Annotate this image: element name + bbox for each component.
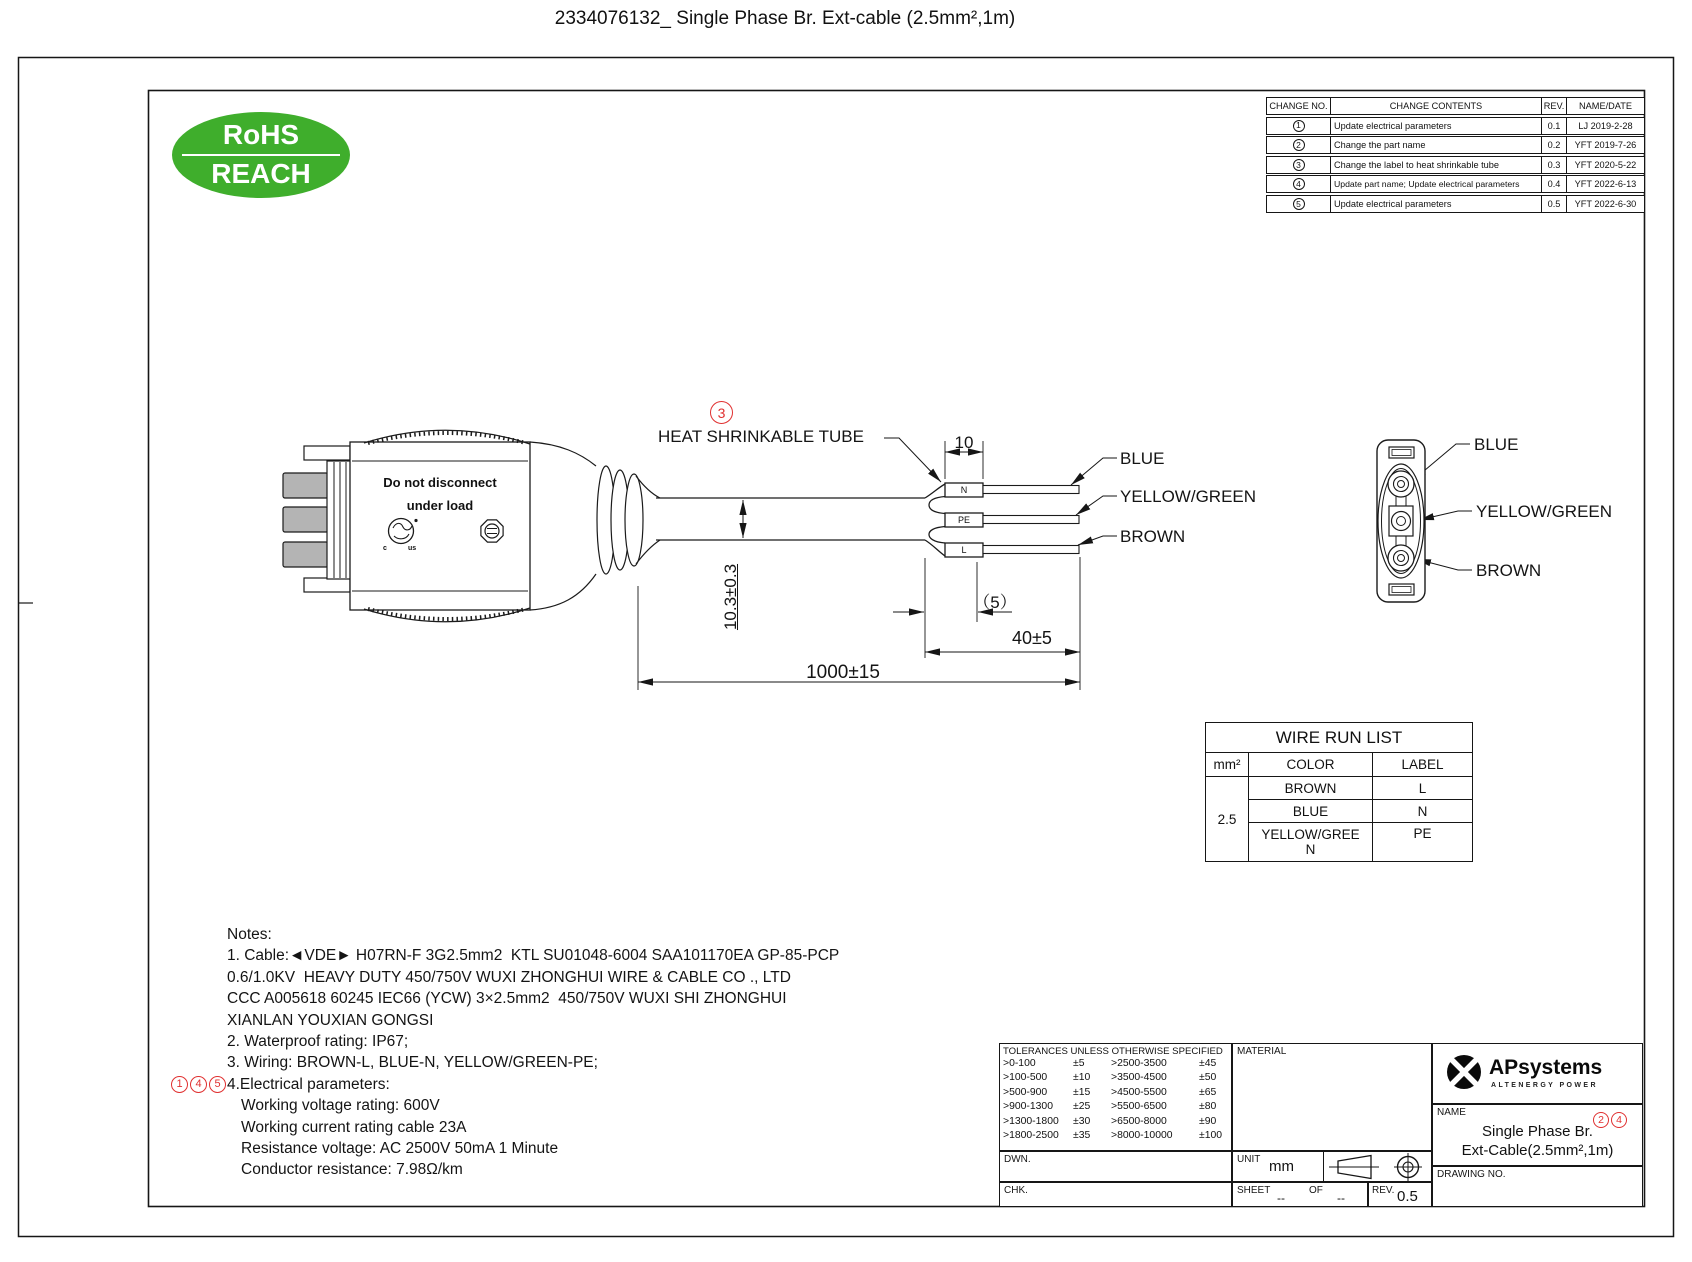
reach-label: REACH <box>211 158 311 189</box>
dim-total-length: 1000±15 <box>806 662 880 683</box>
page-title: 2334076132_ Single Phase Br. Ext-cable (2.5mm²,1m) <box>554 8 1016 29</box>
rohs-reach-badge <box>172 112 350 198</box>
unit-divider <box>1323 1152 1324 1181</box>
change-row: 1 Update electrical parameters 0.1 LJ 2019-2-28 <box>1266 117 1645 135</box>
wrl-label-2: PE <box>1413 826 1432 841</box>
wire-label-blue: BLUE <box>1120 449 1165 468</box>
change-table-header <box>1266 97 1645 115</box>
sheet-value: -- <box>1277 1191 1285 1205</box>
wire-label-yellow-green: YELLOW/GREEN <box>1120 487 1257 506</box>
drawing-no-box <box>1432 1166 1643 1207</box>
wrl-color-1: BLUE <box>1249 800 1373 823</box>
col-change-no: CHANGE NO. <box>1267 98 1331 114</box>
rev-box <box>1368 1182 1432 1207</box>
wrl-color-0: BROWN <box>1249 777 1373 800</box>
name-ref-circles: 2 4 <box>1593 1112 1627 1128</box>
wire-run-list-table <box>1205 722 1473 862</box>
plug-face-view <box>1377 440 1425 602</box>
chk-box <box>999 1182 1232 1207</box>
ref-circle-1: 1 <box>171 1076 188 1093</box>
notes-ref-circles <box>171 1076 226 1093</box>
change-row: 3 Change the label to heat shrinkable tube 0.3 YFT 2020-5-22 <box>1266 156 1645 174</box>
change-no-circle: 3 <box>1293 159 1305 171</box>
part-name-line1: Single Phase Br. <box>1482 1123 1593 1140</box>
change-no-circle: 2 <box>1293 139 1305 151</box>
note-line: XIANLAN YOUXIAN GONGSI <box>227 1011 434 1029</box>
wrl-header-label: LABEL <box>1373 753 1472 777</box>
unit-label: UNIT <box>1237 1154 1261 1165</box>
change-table <box>1266 97 1645 215</box>
plug-pins-icon <box>283 473 328 567</box>
col-name-date: NAME/DATE <box>1579 101 1632 111</box>
unit-box <box>1232 1151 1432 1182</box>
wrl-header-mm2: mm² <box>1206 753 1249 777</box>
name-label: NAME <box>1437 1107 1466 1118</box>
dwn-box <box>999 1151 1232 1182</box>
ref-circle-4: 4 <box>190 1076 207 1093</box>
drawing-no-label: DRAWING NO. <box>1437 1169 1506 1180</box>
wrl-label-0: L <box>1373 777 1472 800</box>
plug-side-view <box>283 430 660 622</box>
wire-label-brown: BROWN <box>1120 527 1186 546</box>
face-label-yellow-green: YELLOW/GREEN <box>1476 502 1613 521</box>
tolerances-title: TOLERANCES UNLESS OTHERWISE SPECIFIED <box>1003 1046 1223 1057</box>
note-line: 1. Cable:◄VDE► H07RN-F 3G2.5mm2 KTL SU01048-6004 SAA101170EA GP-85-PCP <box>227 947 840 965</box>
dwn-label: DWN. <box>1004 1154 1031 1165</box>
face-label-brown: BROWN <box>1476 561 1542 580</box>
material-label: MATERIAL <box>1237 1046 1287 1057</box>
plug-warning-line2: under load <box>406 498 474 513</box>
wire-tag-l: L <box>961 545 967 555</box>
note-line: 2. Waterproof rating: IP67; <box>227 1033 409 1051</box>
note-line: Resistance voltage: AC 2500V 50mA 1 Minute <box>241 1140 559 1158</box>
part-name-box <box>1432 1104 1643 1166</box>
rev-label: REV. <box>1372 1185 1395 1196</box>
brand-box <box>1432 1043 1643 1104</box>
change-row: 2 Change the part name 0.2 YFT 2019-7-26 <box>1266 136 1645 154</box>
change-row: 4 Update part name; Update electrical parameters 0.4 YFT 2022-6-13 <box>1266 175 1645 193</box>
dim-tube-length: 10 <box>954 433 974 452</box>
ref-circle-5: 5 <box>209 1076 226 1093</box>
dim-strip-length: （5） <box>973 593 1017 612</box>
wrl-header-color: COLOR <box>1249 753 1373 777</box>
rev-value: 0.5 <box>1397 1188 1418 1205</box>
of-value: -- <box>1337 1191 1345 1205</box>
wrl-label-1: N <box>1373 800 1472 823</box>
note-line: 4.Electrical parameters: <box>227 1075 390 1093</box>
wire-tag-n: N <box>960 485 968 495</box>
of-label: OF <box>1309 1185 1323 1196</box>
wire-run-list-title: WIRE RUN LIST <box>1206 723 1472 753</box>
col-rev: REV. <box>1542 98 1567 114</box>
brand-tagline: ALTENERGY POWER <box>1491 1082 1598 1089</box>
heat-tube-ref-circle: 3 <box>710 401 733 424</box>
heat-tube-label: HEAT SHRINKABLE TUBE <box>658 427 864 446</box>
note-line: 0.6/1.0KV HEAVY DUTY 450/750V WUXI ZHONGHUI WIRE & CABLE CO ., LTD <box>227 968 791 986</box>
change-row: 5 Update electrical parameters 0.5 YFT 2022-6-30 <box>1266 195 1645 213</box>
col-change-contents: CHANGE CONTENTS <box>1331 98 1542 114</box>
unit-value: mm <box>1269 1158 1294 1175</box>
sheet-box <box>1232 1182 1368 1207</box>
tolerances-box <box>999 1043 1232 1151</box>
part-name-line2: Ext-Cable(2.5mm²,1m) <box>1461 1142 1614 1159</box>
note-line: Working voltage rating: 600V <box>241 1097 440 1115</box>
wrl-size: 2.5 <box>1206 777 1249 861</box>
csa-c-label: c <box>383 545 387 552</box>
dim-cable-diameter: 10.3±0.3 <box>721 563 740 631</box>
dimension-lines <box>638 438 1472 690</box>
sheet-label: SHEET <box>1237 1185 1271 1196</box>
notes-block <box>227 924 839 1181</box>
change-no-circle: 5 <box>1293 198 1305 210</box>
note-line: 3. Wiring: BROWN-L, BLUE-N, YELLOW/GREEN-PE; <box>227 1054 598 1072</box>
change-no-circle: 4 <box>1293 178 1305 190</box>
rohs-divider <box>182 154 340 156</box>
face-label-blue: BLUE <box>1474 435 1519 454</box>
wire-tag-pe: PE <box>957 515 970 525</box>
note-line: CCC A005618 60245 IEC66 (YCW) 3×2.5mm2 450/750V WUXI SHI ZHONGHUI <box>227 990 787 1008</box>
wrl-color-2: YELLOW/GREEN <box>1249 823 1373 861</box>
cable-lines <box>656 483 1079 557</box>
rohs-label: RoHS <box>222 119 300 150</box>
change-no-circle: 1 <box>1293 120 1305 132</box>
material-box <box>1232 1043 1432 1151</box>
plug-warning-line1: Do not disconnect <box>383 475 497 490</box>
note-line: Working current rating cable 23A <box>241 1118 467 1136</box>
csa-us-label: us <box>408 545 417 552</box>
chk-label: CHK. <box>1004 1185 1028 1196</box>
notes-heading: Notes: <box>227 926 272 943</box>
note-line: Conductor resistance: 7.98Ω/km <box>241 1161 463 1179</box>
dim-fanout-length: 40±5 <box>1012 628 1052 648</box>
tolerances-grid: >0-100 ±5 >2500-3500 ±45 >100-500 ±10 >3500-4500 ±50 >500-900 ±15 >4500-5500 ±65 >900-1300 ±25 >5500-6500 ±80 >1300-1800 ±30 >6500-8000 ±90 >1800-2500 ±35 >8000-10000 ±100 <box>1003 1058 1223 1142</box>
brand-name: APsystems <box>1489 1056 1603 1079</box>
